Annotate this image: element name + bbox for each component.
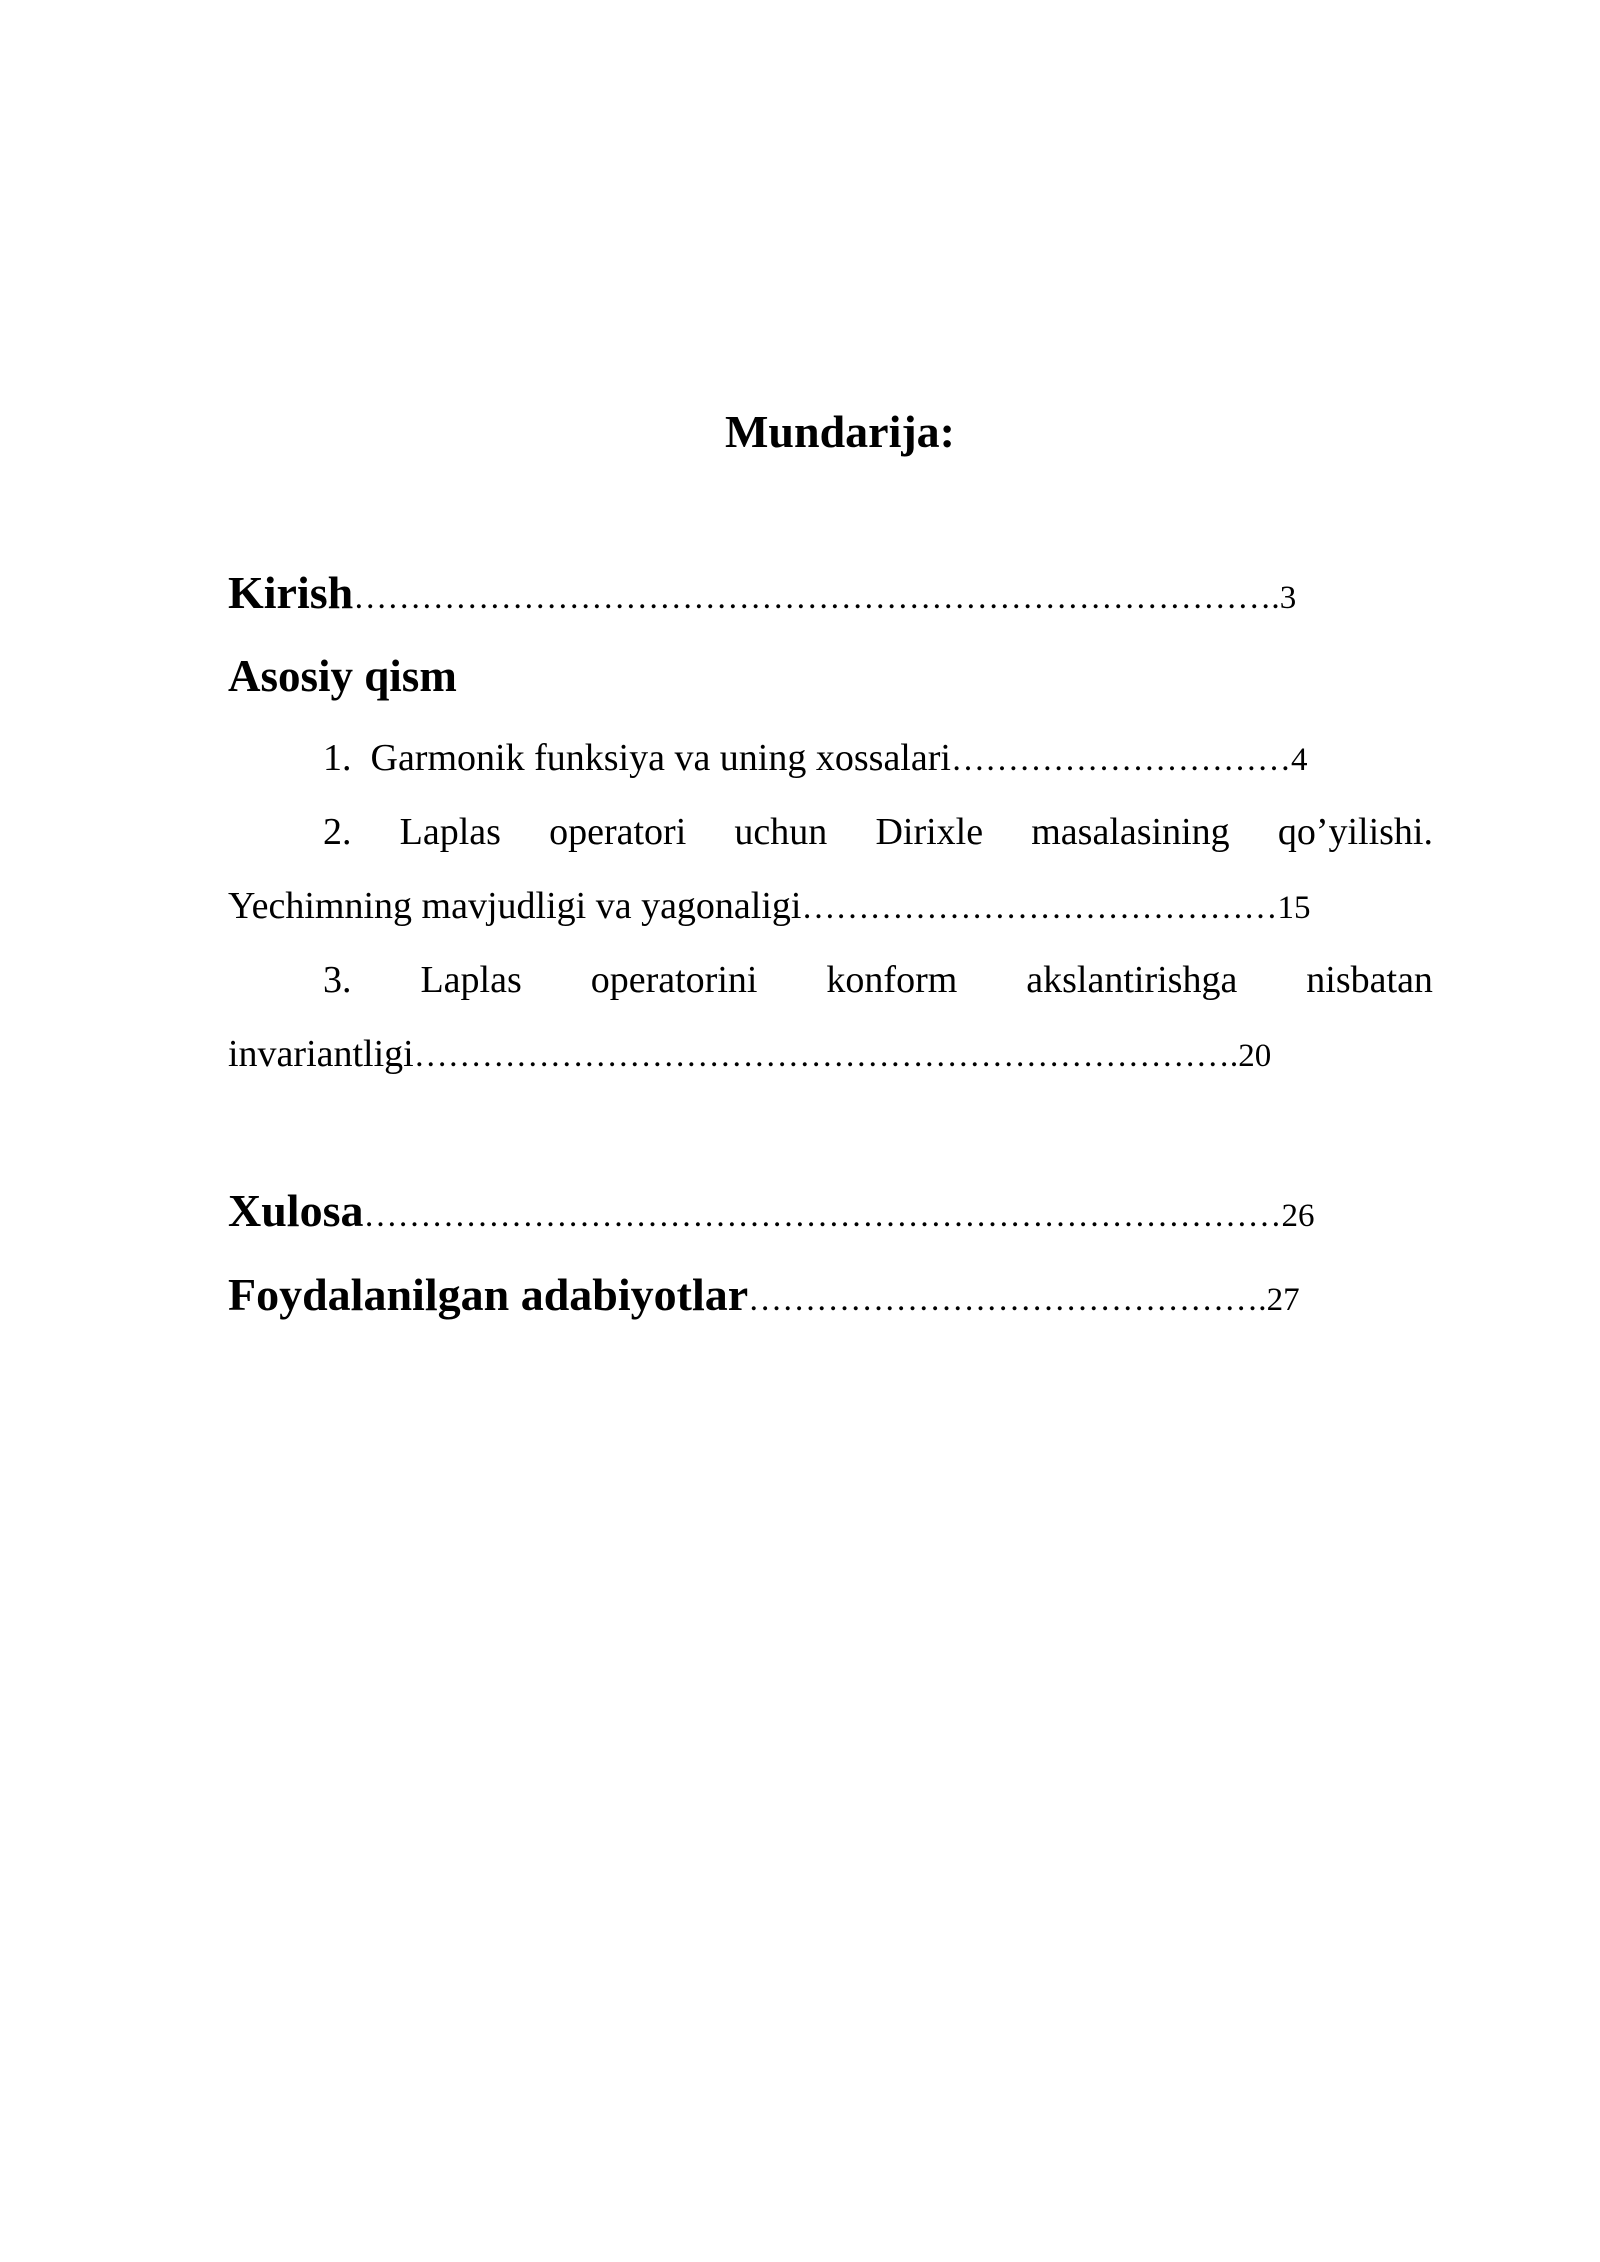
toc-word: qo’yilishi.	[1277, 811, 1433, 853]
toc-word: Laplas	[399, 811, 501, 853]
toc-leader-dots: ……………………………………………………………….	[413, 1037, 1239, 1074]
toc-leader-dots: ……………………………………………………………………….	[353, 579, 1280, 616]
toc-leader-dots: ……………………………………	[801, 889, 1278, 926]
toc-word: operatori	[549, 811, 687, 853]
toc-entry-2-line2	[228, 884, 1310, 928]
toc-label: Yechimning mavjudligi va yagonaligi	[228, 885, 802, 927]
toc-word: operatorini	[590, 959, 758, 1001]
toc-label: Kirish	[228, 567, 354, 618]
toc-entry-2-line1	[323, 810, 1433, 854]
toc-word: Dirixle	[875, 811, 984, 853]
toc-entry-xulosa	[228, 1184, 1314, 1237]
toc-heading-asosiy	[228, 650, 457, 702]
toc-word: nisbatan	[1306, 959, 1433, 1001]
toc-label: invariantligi	[228, 1033, 414, 1075]
toc-page-number: 4	[1290, 742, 1308, 778]
toc-word: 3.	[323, 959, 352, 1001]
toc-label: Garmonik funksiya va uning xossalari	[370, 737, 951, 779]
toc-label: Xulosa	[228, 1185, 364, 1236]
toc-page-number: 20	[1238, 1038, 1272, 1074]
toc-page-number: 15	[1277, 890, 1311, 926]
page-title: Mundarija:	[725, 406, 955, 457]
toc-word: Laplas	[420, 959, 522, 1001]
toc-word: 2.	[323, 811, 352, 853]
toc-word: akslantirishga	[1026, 959, 1238, 1001]
toc-page-number: 3	[1279, 580, 1297, 616]
toc-entry-3-line2	[228, 1032, 1271, 1076]
toc-label: Foydalanilgan adabiyotlar	[228, 1269, 749, 1320]
toc-leader-dots: …………………………	[950, 741, 1291, 778]
toc-label: Asosiy qism	[228, 651, 457, 701]
toc-page-number: 26	[1281, 1198, 1315, 1234]
toc-entry-1	[323, 736, 1307, 780]
toc-page-number: 27	[1266, 1282, 1300, 1318]
toc-leader-dots: ………………………………………………………………………	[363, 1197, 1282, 1234]
toc-entry-kirish	[228, 566, 1296, 619]
toc-leader-dots: ……………………………………….	[748, 1281, 1267, 1318]
toc-word: uchun	[734, 811, 828, 853]
toc-word: masalasining	[1031, 811, 1230, 853]
toc-item-number: 1.	[323, 737, 352, 779]
toc-word: konform	[826, 959, 958, 1001]
toc-entry-adabiyotlar	[228, 1268, 1300, 1321]
toc-entry-3-line1	[323, 958, 1433, 1002]
